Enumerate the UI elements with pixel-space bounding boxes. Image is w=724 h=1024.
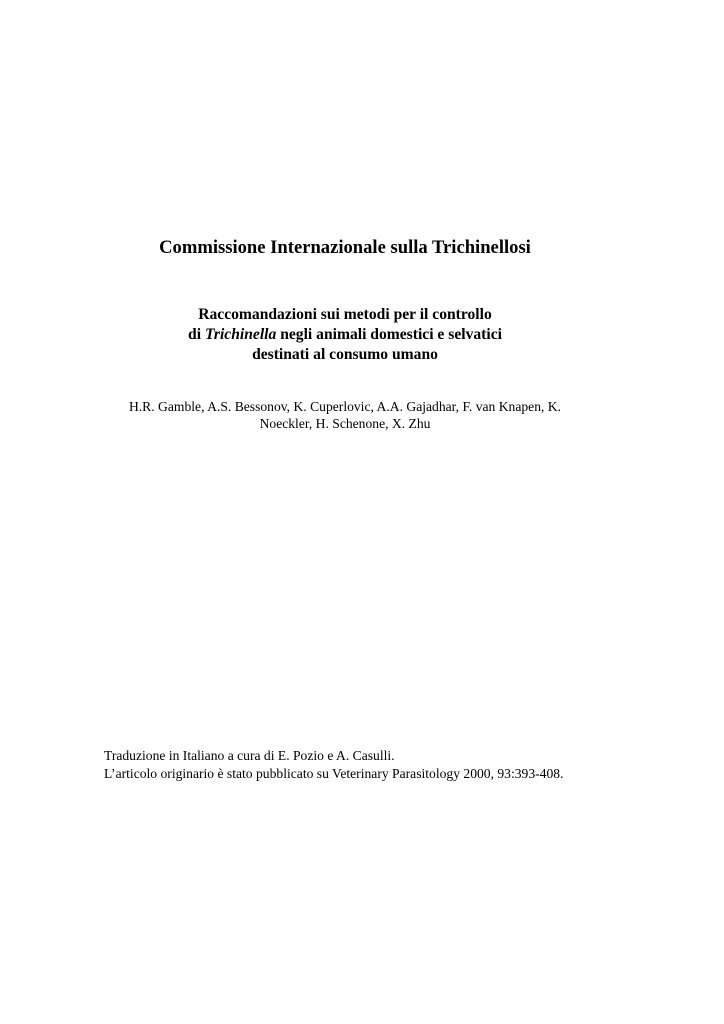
authors-line-2: Noeckler, H. Schenone, X. Zhu xyxy=(259,416,431,431)
document-title: Commissione Internazionale sulla Trichinellosi xyxy=(159,237,531,258)
original-publication-note: L’articolo originario è stato pubblicato su Veterinary Parasitology 2000, 93:393-408. xyxy=(104,766,564,781)
subtitle-line-3: destinati al consumo umano xyxy=(252,346,438,363)
subtitle-line-2-suffix: negli animali domestici e selvatici xyxy=(276,326,502,343)
subtitle-line-2 xyxy=(0,325,690,345)
subtitle-line-2-prefix: di xyxy=(188,326,205,343)
authors-list xyxy=(0,398,690,432)
authors-line-1: H.R. Gamble, A.S. Bessonov, K. Cuperlovic, A.A. Gajadhar, F. van Knapen, K. xyxy=(128,399,562,414)
translation-credit: Traduzione in Italiano a cura di E. Pozio e A. Casulli. xyxy=(104,748,395,763)
document-subtitle xyxy=(0,305,690,365)
subtitle-line-1: Raccomandazioni sui metodi per il controllo xyxy=(198,306,492,323)
subtitle-genus-name: Trichinella xyxy=(204,326,277,343)
translation-note xyxy=(104,747,704,783)
